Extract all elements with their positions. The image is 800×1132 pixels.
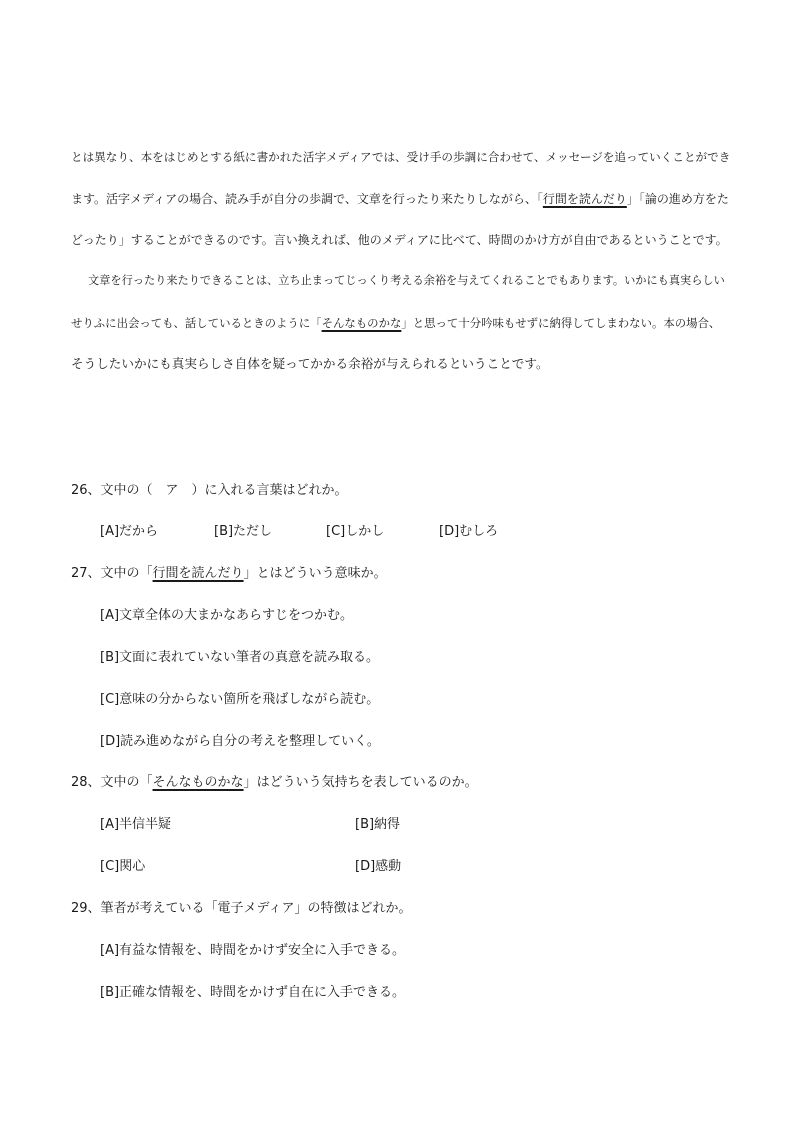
passage-line-3: どったり」することができるのです。言い換えれば、他のメディアに比べて、時間のかけ方が自由であるということです。 [71,233,728,247]
passage-line-5 [71,313,720,333]
q29-option-a[interactable]: [A]有益な情報を、時間をかけず安全に入手できる。 [100,943,406,958]
q28-underlined-phrase: そんなものかな [152,775,244,790]
question-29: 29、筆者が考えている「電子メディア」の特徴はどれか。 [71,901,412,916]
q27-option-b[interactable]: [B]文面に表れていない筆者の真意を読み取る。 [100,650,380,665]
q26-option-b[interactable]: [B]ただし [214,524,273,539]
passage-line-2-text-a: ます。活字メディアの場合、読み手が自分の歩調で、文章を行ったり来たりしながら、「 [71,192,543,206]
q28-text-pre: 28、文中の「 [71,775,153,790]
q27-text-pre: 27、文中の「 [71,566,153,581]
q28-option-b[interactable]: [B]納得 [355,817,401,832]
passage-line-6: そうしたいかにも真実らしさ自体を疑ってかかる余裕が与えられるということです。 [71,356,549,371]
passage-line-5-text-b: 」と思って十分吟味もせずに納得してしまわない。本の場合、 [401,316,721,330]
question-26: 26、文中の（ ア ）に入れる言葉はどれか。 [71,483,348,498]
question-27 [71,564,387,584]
q28-option-a[interactable]: [A]半信半疑 [100,817,172,832]
question-28 [71,773,478,793]
q27-option-a[interactable]: [A]文章全体の大まかなあらすじをつかむ。 [100,608,354,623]
passage-line-5-text-a: せりふに出会っても、話しているときのように「 [71,316,322,330]
underlined-phrase-sonnamono: そんなものかな [321,316,402,330]
q28-option-d[interactable]: [D]感動 [355,859,402,874]
q26-option-d[interactable]: [D]むしろ [439,524,499,539]
q27-text-post: 」とはどういう意味か。 [243,566,387,581]
passage-line-1: とは異なり、本をはじめとする紙に書かれた活字メディアでは、受け手の歩調に合わせて、メッセージを追っていくことができ [71,150,731,164]
passage-line-4: 文章を行ったり来たりできることは、立ち止まってじっくり考える余裕を与えてくれることでもあります。いかにも真実らしい [88,274,725,287]
passage-line-2-text-b: 」「論の進め方をた [626,192,729,206]
underlined-phrase-gyokan: 行間を読んだり [542,192,627,206]
q28-option-c[interactable]: [C]関心 [100,859,146,874]
q27-option-c[interactable]: [C]意味の分からない箇所を飛ばしながら読む。 [100,692,380,707]
q28-text-post: 」はどういう気持ちを表しているのか。 [243,775,478,790]
q27-underlined-phrase: 行間を読んだり [152,566,244,581]
q26-option-c[interactable]: [C]しかし [326,524,385,539]
q29-option-b[interactable]: [B]正確な情報を、時間をかけず自在に入手できる。 [100,985,406,1000]
q27-option-d[interactable]: [D]読み進めながら自分の考えを整理していく。 [100,734,380,749]
q26-option-a[interactable]: [A]だから [100,524,159,539]
passage-line-2 [71,189,729,209]
